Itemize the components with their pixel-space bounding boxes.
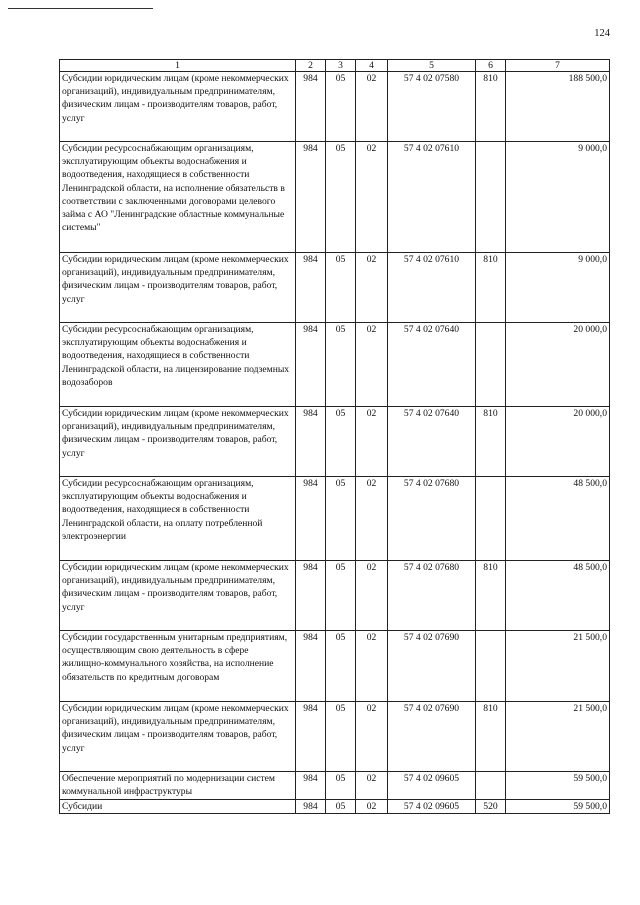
row-code-2: 984 (296, 142, 326, 253)
row-code-5: 57 4 02 07640 (388, 407, 476, 477)
top-rule (8, 8, 153, 9)
row-description: Субсидии юридическим лицам (кроме некоммерческих организаций), индивидуальным предпринимателям, физическим лицам - производителям товаров, работ, услуг (60, 407, 296, 477)
row-code-4: 02 (356, 772, 388, 800)
row-code-5: 57 4 02 09605 (388, 772, 476, 800)
budget-table (59, 59, 610, 814)
row-code-5: 57 4 02 07690 (388, 631, 476, 702)
row-code-5: 57 4 02 07610 (388, 253, 476, 323)
row-description: Обеспечение мероприятий по модернизации систем коммунальной инфраструктуры (60, 772, 296, 800)
table-row (60, 142, 610, 253)
row-code-2: 984 (296, 253, 326, 323)
row-code-5: 57 4 02 07690 (388, 702, 476, 772)
row-amount: 48 500,0 (506, 561, 610, 631)
row-code-6: 810 (476, 702, 506, 772)
table-row (60, 407, 610, 477)
column-header-5: 5 (388, 60, 476, 72)
row-code-6 (476, 772, 506, 800)
row-code-4: 02 (356, 477, 388, 561)
row-code-3: 05 (326, 477, 356, 561)
column-header-7: 7 (506, 60, 610, 72)
row-code-2: 984 (296, 561, 326, 631)
table-row (60, 561, 610, 631)
row-amount: 21 500,0 (506, 702, 610, 772)
row-code-2: 984 (296, 72, 326, 142)
row-code-3: 05 (326, 772, 356, 800)
row-code-4: 02 (356, 323, 388, 407)
column-header-6: 6 (476, 60, 506, 72)
row-code-5: 57 4 02 07580 (388, 72, 476, 142)
row-code-6: 810 (476, 561, 506, 631)
row-description: Субсидии государственным унитарным предприятиям, осуществляющим свою деятельность в сфере жилищно-коммунального хозяйства, на исполнение обязательств по кредитным договорам (60, 631, 296, 702)
row-code-4: 02 (356, 407, 388, 477)
row-code-5: 57 4 02 07640 (388, 323, 476, 407)
row-code-3: 05 (326, 407, 356, 477)
row-code-6 (476, 142, 506, 253)
row-code-3: 05 (326, 323, 356, 407)
row-amount: 20 000,0 (506, 407, 610, 477)
column-header-1: 1 (60, 60, 296, 72)
row-code-3: 05 (326, 72, 356, 142)
header-row (60, 60, 610, 72)
row-description: Субсидии (60, 800, 296, 814)
row-amount: 21 500,0 (506, 631, 610, 702)
row-code-4: 02 (356, 631, 388, 702)
row-description: Субсидии юридическим лицам (кроме некоммерческих организаций), индивидуальным предпринимателям, физическим лицам - производителям товаров, работ, услуг (60, 561, 296, 631)
row-code-2: 984 (296, 407, 326, 477)
row-amount: 9 000,0 (506, 142, 610, 253)
row-code-5: 57 4 02 07680 (388, 477, 476, 561)
row-code-5: 57 4 02 09605 (388, 800, 476, 814)
row-code-6: 810 (476, 253, 506, 323)
row-code-3: 05 (326, 800, 356, 814)
row-code-6 (476, 477, 506, 561)
row-description: Субсидии ресурсоснабжающим организациям, эксплуатирующим объекты водоснабжения и водоотведения, находящиеся в собственности Ленинградской области, на лицензирование подземных водозаборов (60, 323, 296, 407)
table-row (60, 477, 610, 561)
row-code-5: 57 4 02 07680 (388, 561, 476, 631)
row-amount: 48 500,0 (506, 477, 610, 561)
table-row (60, 702, 610, 772)
row-code-2: 984 (296, 323, 326, 407)
table-row (60, 800, 610, 814)
page-number: 124 (594, 28, 610, 39)
row-code-4: 02 (356, 702, 388, 772)
row-amount: 59 500,0 (506, 772, 610, 800)
row-code-2: 984 (296, 800, 326, 814)
row-code-2: 984 (296, 702, 326, 772)
table-row (60, 253, 610, 323)
row-amount: 9 000,0 (506, 253, 610, 323)
row-code-4: 02 (356, 142, 388, 253)
table-row (60, 631, 610, 702)
row-code-3: 05 (326, 142, 356, 253)
row-code-2: 984 (296, 477, 326, 561)
row-code-6 (476, 323, 506, 407)
row-description: Субсидии юридическим лицам (кроме некоммерческих организаций), индивидуальным предпринимателям, физическим лицам - производителям товаров, работ, услуг (60, 253, 296, 323)
row-code-3: 05 (326, 702, 356, 772)
row-code-4: 02 (356, 561, 388, 631)
row-code-4: 02 (356, 800, 388, 814)
row-code-5: 57 4 02 07610 (388, 142, 476, 253)
table-row (60, 772, 610, 800)
row-amount: 59 500,0 (506, 800, 610, 814)
row-amount: 188 500,0 (506, 72, 610, 142)
row-description: Субсидии ресурсоснабжающим организациям, эксплуатирующим объекты водоснабжения и водоотведения, находящиеся в собственности Ленинградской области, на оплату потребленной электроэнергии (60, 477, 296, 561)
row-code-6: 810 (476, 407, 506, 477)
row-description: Субсидии юридическим лицам (кроме некоммерческих организаций), индивидуальным предпринимателям, физическим лицам - производителям товаров, работ, услуг (60, 72, 296, 142)
row-code-3: 05 (326, 561, 356, 631)
row-code-3: 05 (326, 253, 356, 323)
table-row (60, 72, 610, 142)
row-code-2: 984 (296, 772, 326, 800)
row-description: Субсидии юридическим лицам (кроме некоммерческих организаций), индивидуальным предпринимателям, физическим лицам - производителям товаров, работ, услуг (60, 702, 296, 772)
row-amount: 20 000,0 (506, 323, 610, 407)
row-code-2: 984 (296, 631, 326, 702)
row-code-4: 02 (356, 72, 388, 142)
table-row (60, 323, 610, 407)
column-header-4: 4 (356, 60, 388, 72)
row-code-3: 05 (326, 631, 356, 702)
row-code-4: 02 (356, 253, 388, 323)
row-code-6: 810 (476, 72, 506, 142)
row-description: Субсидии ресурсоснабжающим организациям, эксплуатирующим объекты водоснабжения и водоотведения, находящиеся в собственности Ленинградской области, на исполнение обязательств в соответствии с заключенными договорами целевого займа с АО "Ленинградские областные коммунальные системы" (60, 142, 296, 253)
column-header-3: 3 (326, 60, 356, 72)
row-code-6: 520 (476, 800, 506, 814)
column-header-2: 2 (296, 60, 326, 72)
row-code-6 (476, 631, 506, 702)
